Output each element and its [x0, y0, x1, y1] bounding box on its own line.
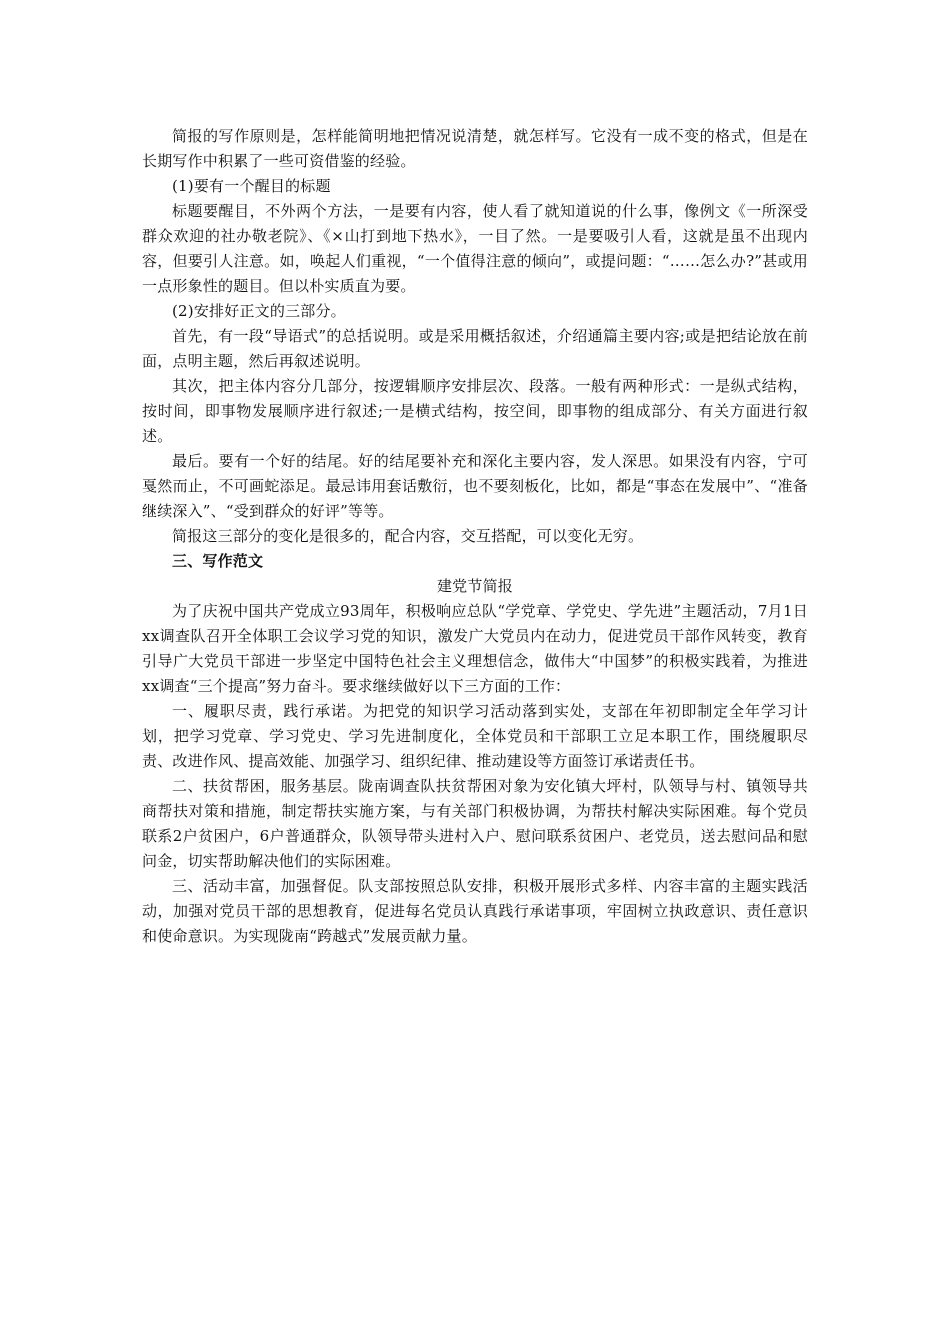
intro-paragraph: 简报的写作原则是，怎样能简明地把情况说清楚，就怎样写。它没有一成不变的格式，但是在长期写作中积累了一些可资借鉴的经验。 [142, 127, 808, 170]
point2-second-paragraph: 其次，把主体内容分几部分，按逻辑顺序安排层次、段落。一般有两种形式：一是纵式结构，按时间，即事物发展顺序进行叙述;一是横式结构，按空间，即事物的组成部分、有关方面进行叙述。 [142, 377, 808, 445]
point2-last-paragraph: 最后。要有一个好的结尾。好的结尾要补充和深化主要内容，发人深思。如果没有内容，宁可戛然而止，不可画蛇添足。最忌讳用套话敷衍，也不要刻板化，比如，都是“事态在发展中”、“准备继续深入”、“受到群众的好评”等等。 [142, 452, 808, 520]
point2-first-paragraph: 首先，有一段“导语式”的总括说明。或是采用概括叙述，介绍通篇主要内容;或是把结论放在前面，点明主题，然后再叙述说明。 [142, 327, 808, 370]
sample-item-2: 二、扶贫帮困，服务基层。陇南调查队扶贫帮困对象为安化镇大坪村，队领导与村、镇领导共商帮扶对策和措施，制定帮扶实施方案，与有关部门积极协调，为帮扶村解决实际困难。每个党员联系2户贫困户，6户普通群众，队领导带头进村入户、慰问联系贫困户、老党员，送去慰问品和慰问金，切实帮助解决他们的实际困难。 [142, 777, 808, 870]
sample-item-3: 三、活动丰富，加强督促。队支部按照总队安排，积极开展形式多样、内容丰富的主题实践活动，加强对党员干部的思想教育，促进每名党员认真践行承诺事项，牢固树立执政意识、责任意识和使命意识。为实现陇南“跨越式”发展贡献力量。 [142, 877, 808, 945]
section3-heading: 三、写作范文 [172, 552, 264, 570]
point1-title: (1)要有一个醒目的标题 [172, 177, 331, 195]
sample-item-1: 一、履职尽责，践行承诺。为把党的知识学习活动落到实处，支部在年初即制定全年学习计划，把学习党章、学习党史、学习先进制度化，全体党员和干部职工立足本职工作，围绕履职尽责、改进作风、提高效能、加强学习、组织纪律、推动建设等方面签订承诺责任书。 [142, 702, 808, 770]
document-page [142, 124, 808, 949]
point1-body: 标题要醒目，不外两个方法，一是要有内容，使人看了就知道说的什么事，像例文《一所深受群众欢迎的社办敬老院》、《×山打到地下热水》，一目了然。一是要吸引人看，这就是虽不出现内容，但要引人注意。如，唤起人们重视，“一个值得注意的倾向”，或提问题：“……怎么办?”甚或用一点形象性的题目。但以朴实质直为要。 [142, 202, 808, 295]
point2-title: (2)安排好正文的三部分。 [172, 302, 346, 320]
point2-summary: 简报这三部分的变化是很多的，配合内容，交互搭配，可以变化无穷。 [172, 527, 644, 545]
sample-intro: 为了庆祝中国共产党成立93周年，积极响应总队“学党章、学党史、学先进”主题活动，7月1日xx调查队召开全体职工会议学习党的知识，激发广大党员内在动力，促进党员干部作风转变，教育引导广大党员干部进一步坚定中国特色社会主义理想信念，做伟大“中国梦”的积极实践着，为推进xx调查“三个提高”努力奋斗。要求继续做好以下三方面的工作： [142, 602, 808, 695]
sample-title: 建党节简报 [436, 577, 513, 595]
